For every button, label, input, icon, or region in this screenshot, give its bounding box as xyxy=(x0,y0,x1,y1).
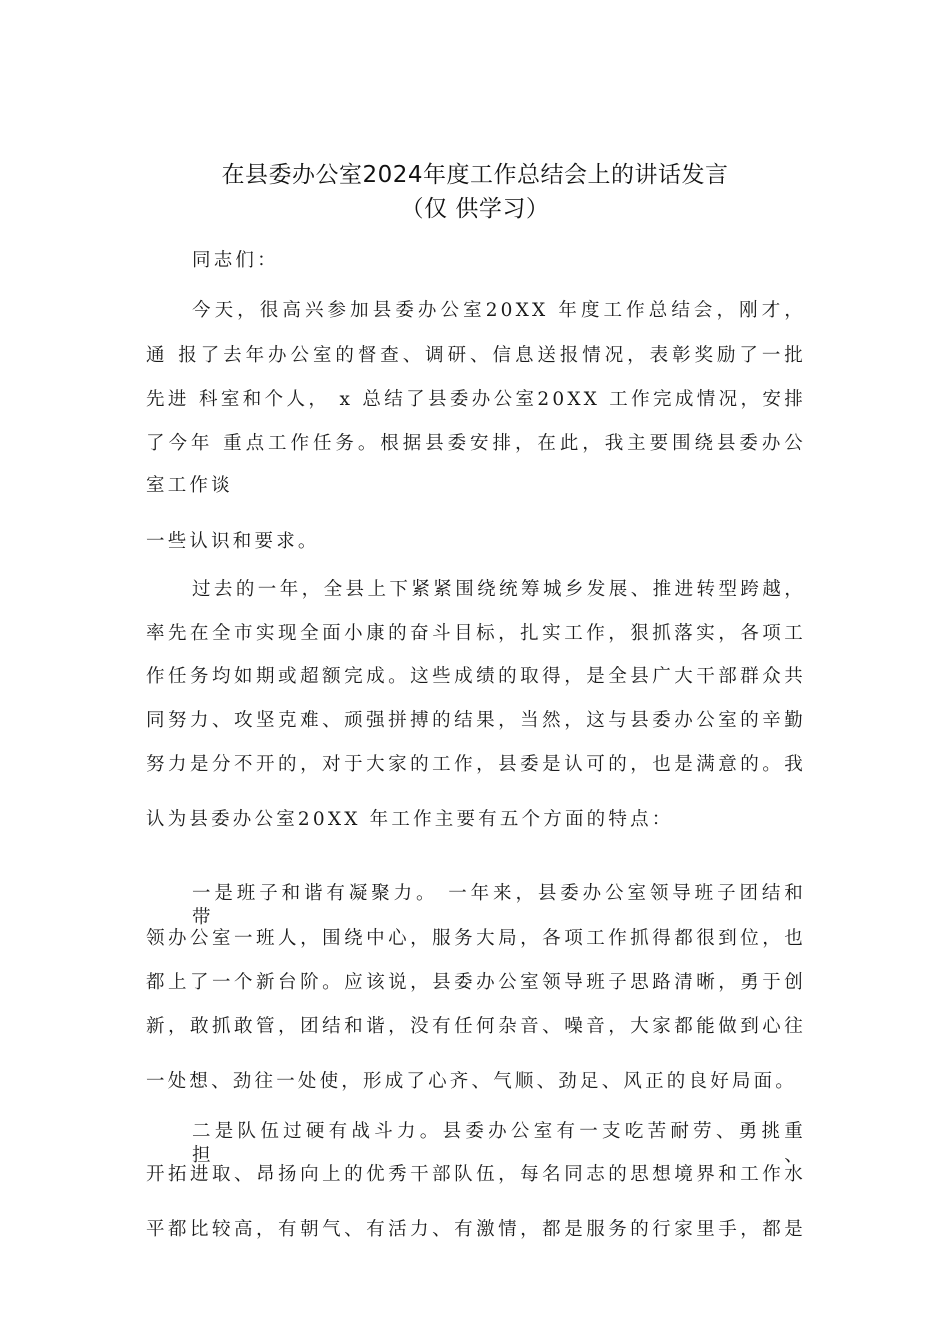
document-subtitle: （仅 供学习） xyxy=(400,196,550,222)
paragraph-line: 二是队伍过硬有战斗力。县委办公室有一支吃苦耐劳、勇挑重担、 xyxy=(192,1121,806,1166)
paragraph-line: 都上了一个新台阶。应该说，县委办公室领导班子思路清晰，勇于创 xyxy=(146,972,806,993)
paragraph-line: 新，敢抓敢管，团结和谐，没有任何杂音、噪音，大家都能做到心往 xyxy=(146,1016,806,1037)
paragraph-line: 先进 科室和个人， x 总结了县委办公室20XX 工作完成情况，安排 xyxy=(146,389,806,410)
paragraph-line: 率先在全市实现全面小康的奋斗目标，扎实工作，狠抓落实，各项工 xyxy=(146,623,806,644)
paragraph-line: 通 报了去年办公室的督查、调研、信息送报情况，表彰奖励了一批 xyxy=(146,345,806,366)
paragraph-line: 了今年 重点工作任务。根据县委安排，在此，我主要围绕县委办公 xyxy=(146,433,806,454)
document-title: 在县委办公室2024年度工作总结会上的讲话发言 xyxy=(221,162,729,188)
greeting: 同志们： xyxy=(192,250,279,271)
paragraph-line: 努力是分不开的，对于大家的工作，县委是认可的，也是满意的。我 xyxy=(146,754,806,775)
paragraph-line: 同努力、攻坚克难、顽强拼搏的结果，当然，这与县委办公室的辛勤 xyxy=(146,710,806,731)
paragraph-line: 一些认识和要求。 xyxy=(146,531,320,552)
paragraph-line: 今天，很高兴参加县委办公室20XX 年度工作总结会，刚才， xyxy=(192,300,806,321)
paragraph-line: 室工作谈 xyxy=(146,475,233,496)
paragraph-line: 一是班子和谐有凝聚力。 一年来，县委办公室领导班子团结和带 xyxy=(192,883,806,928)
paragraph-line: 认为县委办公室20XX 年工作主要有五个方面的特点： xyxy=(146,809,674,830)
paragraph-line: 过去的一年，全县上下紧紧围绕统筹城乡发展、推进转型跨越， xyxy=(192,579,806,600)
paragraph-line: 领办公室一班人，围绕中心，服务大局，各项工作抓得都很到位，也 xyxy=(146,928,806,949)
paragraph-line: 平都比较高，有朝气、有活力、有激情，都是服务的行家里手，都是 xyxy=(146,1219,806,1240)
paragraph-line: 作任务均如期或超额完成。这些成绩的取得，是全县广大干部群众共 xyxy=(146,666,806,687)
paragraph-line: 开拓进取、昂扬向上的优秀干部队伍，每名同志的思想境界和工作水 xyxy=(146,1164,806,1185)
paragraph-line: 一处想、劲往一处使，形成了心齐、气顺、劲足、风正的良好局面。 xyxy=(146,1071,798,1092)
